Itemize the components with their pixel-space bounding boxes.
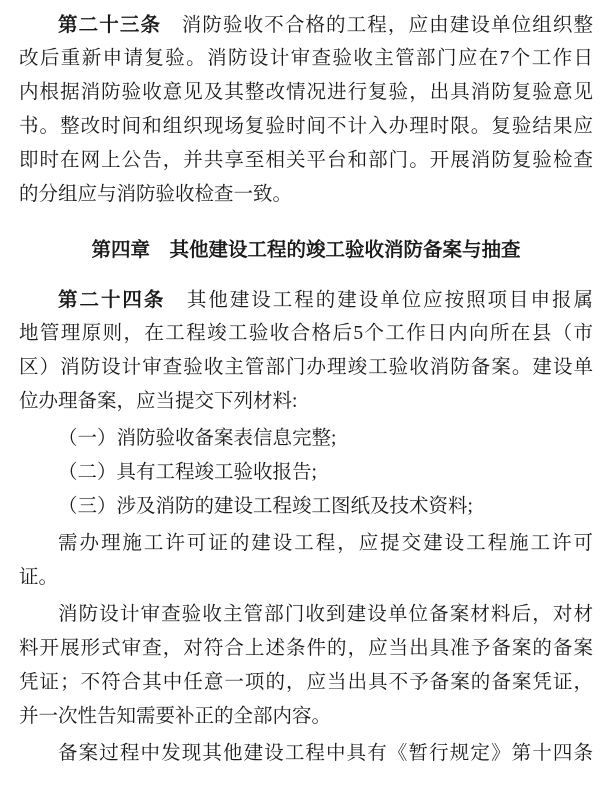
text-line: 区）消防设计审查验收主管部门办理竣工验收消防备案。建设单 — [19, 357, 593, 378]
text-line: 备案过程中发现其他建设工程中具有《暂行规定》第十四条 — [58, 743, 593, 764]
article-24-paragraph — [19, 283, 593, 419]
article-number: 第二十三条 — [58, 14, 162, 36]
text-line: 内根据消防验收意见及其整改情况进行复验，出具消防复验意见 — [19, 82, 593, 103]
construction-permit-paragraph — [19, 527, 593, 595]
list-item: （一）消防验收备案表信息完整; — [58, 428, 337, 449]
filing-discovery-paragraph — [19, 737, 593, 771]
article-23-paragraph — [19, 8, 593, 212]
list-item: （二）具有工程竣工验收报告; — [58, 462, 317, 483]
list-item: （三）涉及消防的建设工程竣工图纸及技术资料; — [58, 496, 473, 517]
text-line: 地管理原则，在工程竣工验收合格后5个工作日内向所在县（市 — [19, 323, 593, 344]
text-line: 证。 — [19, 567, 59, 588]
article-number: 第二十四条 — [58, 289, 166, 311]
text-line: 改后重新申请复验。消防设计审查验收主管部门应在7个工作日 — [19, 48, 593, 69]
text-line: 位办理备案，应当提交下列材料: — [19, 391, 298, 412]
text-line: 并一次性告知需要补正的全部内容。 — [19, 706, 332, 727]
text-line: 第二十三条 消防验收不合格的工程，应由建设单位组织整 — [58, 14, 593, 36]
text-line: 第二十四条 其他建设工程的建设单位应按照项目申报属 — [58, 289, 593, 311]
text-line: 凭证；不符合其中任意一项的，应当出具不予备案的备案凭证， — [19, 672, 593, 693]
chapter-4-heading: 第四章 其他建设工程的竣工验收消防备案与抽查 — [91, 239, 521, 261]
text-line: 消防设计审查验收主管部门收到建设单位备案材料后，对材 — [58, 604, 593, 625]
filing-material-list — [19, 422, 593, 524]
filing-review-paragraph — [19, 598, 593, 734]
text-line: 料开展形式审查，对符合上述条件的，应当出具准予备案的备案 — [19, 638, 593, 659]
text-line: 需办理施工许可证的建设工程，应提交建设工程施工许可 — [58, 533, 593, 554]
text-line: 即时在网上公告，并共享至相关平台和部门。开展消防复验检查 — [19, 150, 593, 171]
text-line: 的分组应与消防验收检查一致。 — [19, 184, 293, 205]
text-line: 书。整改时间和组织现场复验时间不计入办理时限。复验结果应 — [19, 116, 593, 137]
